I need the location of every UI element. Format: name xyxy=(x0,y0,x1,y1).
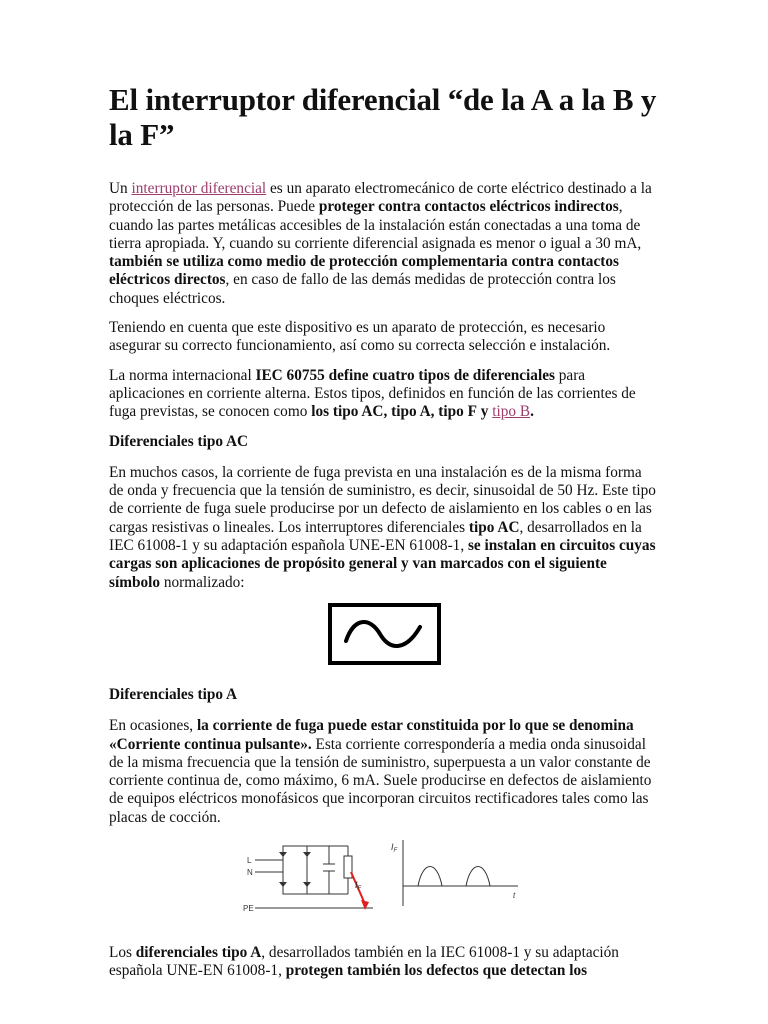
svg-text:N: N xyxy=(247,868,253,878)
svg-text:t: t xyxy=(513,891,516,901)
document-body xyxy=(109,82,659,992)
heading-tipo-ac: Diferenciales tipo AC xyxy=(109,432,249,450)
svg-text:IF: $I_F$ xyxy=(355,880,362,893)
paragraph-tipo-a: En ocasiones, la corriente de fuga puede estar constituida por lo que se denomina «Corriente continua pulsante». Esta corriente correspondería a media onda sinusoidal de la misma frecuencia que la tensión de suministro, superpuesta a un valor constante de corriente continua de, como máximo, 6 mA. Suele producirse en defectos de aislamiento de equipos eléctricos monofásicos que incorporan circuitos rectificadores tales como las placas de cocción. xyxy=(109,717,652,826)
svg-text:PE: PE xyxy=(243,904,254,914)
svg-text:L: L xyxy=(247,856,252,866)
paragraph-tipo-a-continued: Los diferenciales tipo A, desarrollados también en la IEC 61008-1 y su adaptación española UNE-EN 61008-1, protegen también los defectos que detectan los xyxy=(109,944,619,980)
link-tipo-b[interactable]: tipo B xyxy=(492,403,531,421)
sine-wave-symbol-icon xyxy=(328,603,441,665)
paragraph-norma: La norma internacional IEC 60755 define cuatro tipos de diferenciales para aplicaciones en corriente alterna. Estos tipos, definidos en función de las corrientes de fuga previstas, se conocen como los tipo AC, tipo A, tipo F y tipo B. xyxy=(109,366,636,421)
intro-paragraph: Un interruptor diferencial es un aparato electromecánico de corte eléctrico destinado a la protección de las personas. Puede proteger contra contactos eléctricos indirectos, cuando las partes metálicas accesibles de la instalación están conectadas a una toma de tierra apropiada. Y, cuando su corriente diferencial asignada es menor o igual a 30 mA, también se utiliza como medio de protección complementaria contra contactos eléctricos directos, en caso de fallo de las demás medidas de protección contra los choques eléctricos. xyxy=(109,180,652,307)
heading-tipo-a: Diferenciales tipo A xyxy=(109,685,238,703)
paragraph-proteccion: Teniendo en cuenta que este dispositivo es un aparato de protección, es necesario asegurar su correcto funcionamiento, así como su correcta selección e instalación. xyxy=(109,319,611,355)
rectifier-circuit-diagram-icon xyxy=(243,838,518,920)
paragraph-tipo-ac: En muchos casos, la corriente de fuga prevista en una instalación es de la misma forma de onda y frecuencia que la tensión de suministro, es decir, sinusoidal de 50 Hz. Este tipo de corriente de fuga suele producirse por un defecto de aislamiento en los cables o en las cargas resistivas o lineales. Los interruptores diferenciales tipo AC, desarrollados en la IEC 61008-1 y su adaptación española UNE-EN 61008-1, se instalan en circuitos cuyas cargas son aplicaciones de propósito general y van marcados con el siguiente símbolo normalizado: xyxy=(109,463,656,591)
svg-text:IF: $I_F$ xyxy=(391,842,398,855)
page-title: El interruptor diferencial “de la A a la B y la F” xyxy=(109,82,657,152)
link-interruptor-diferencial[interactable]: interruptor diferencial xyxy=(131,180,267,197)
